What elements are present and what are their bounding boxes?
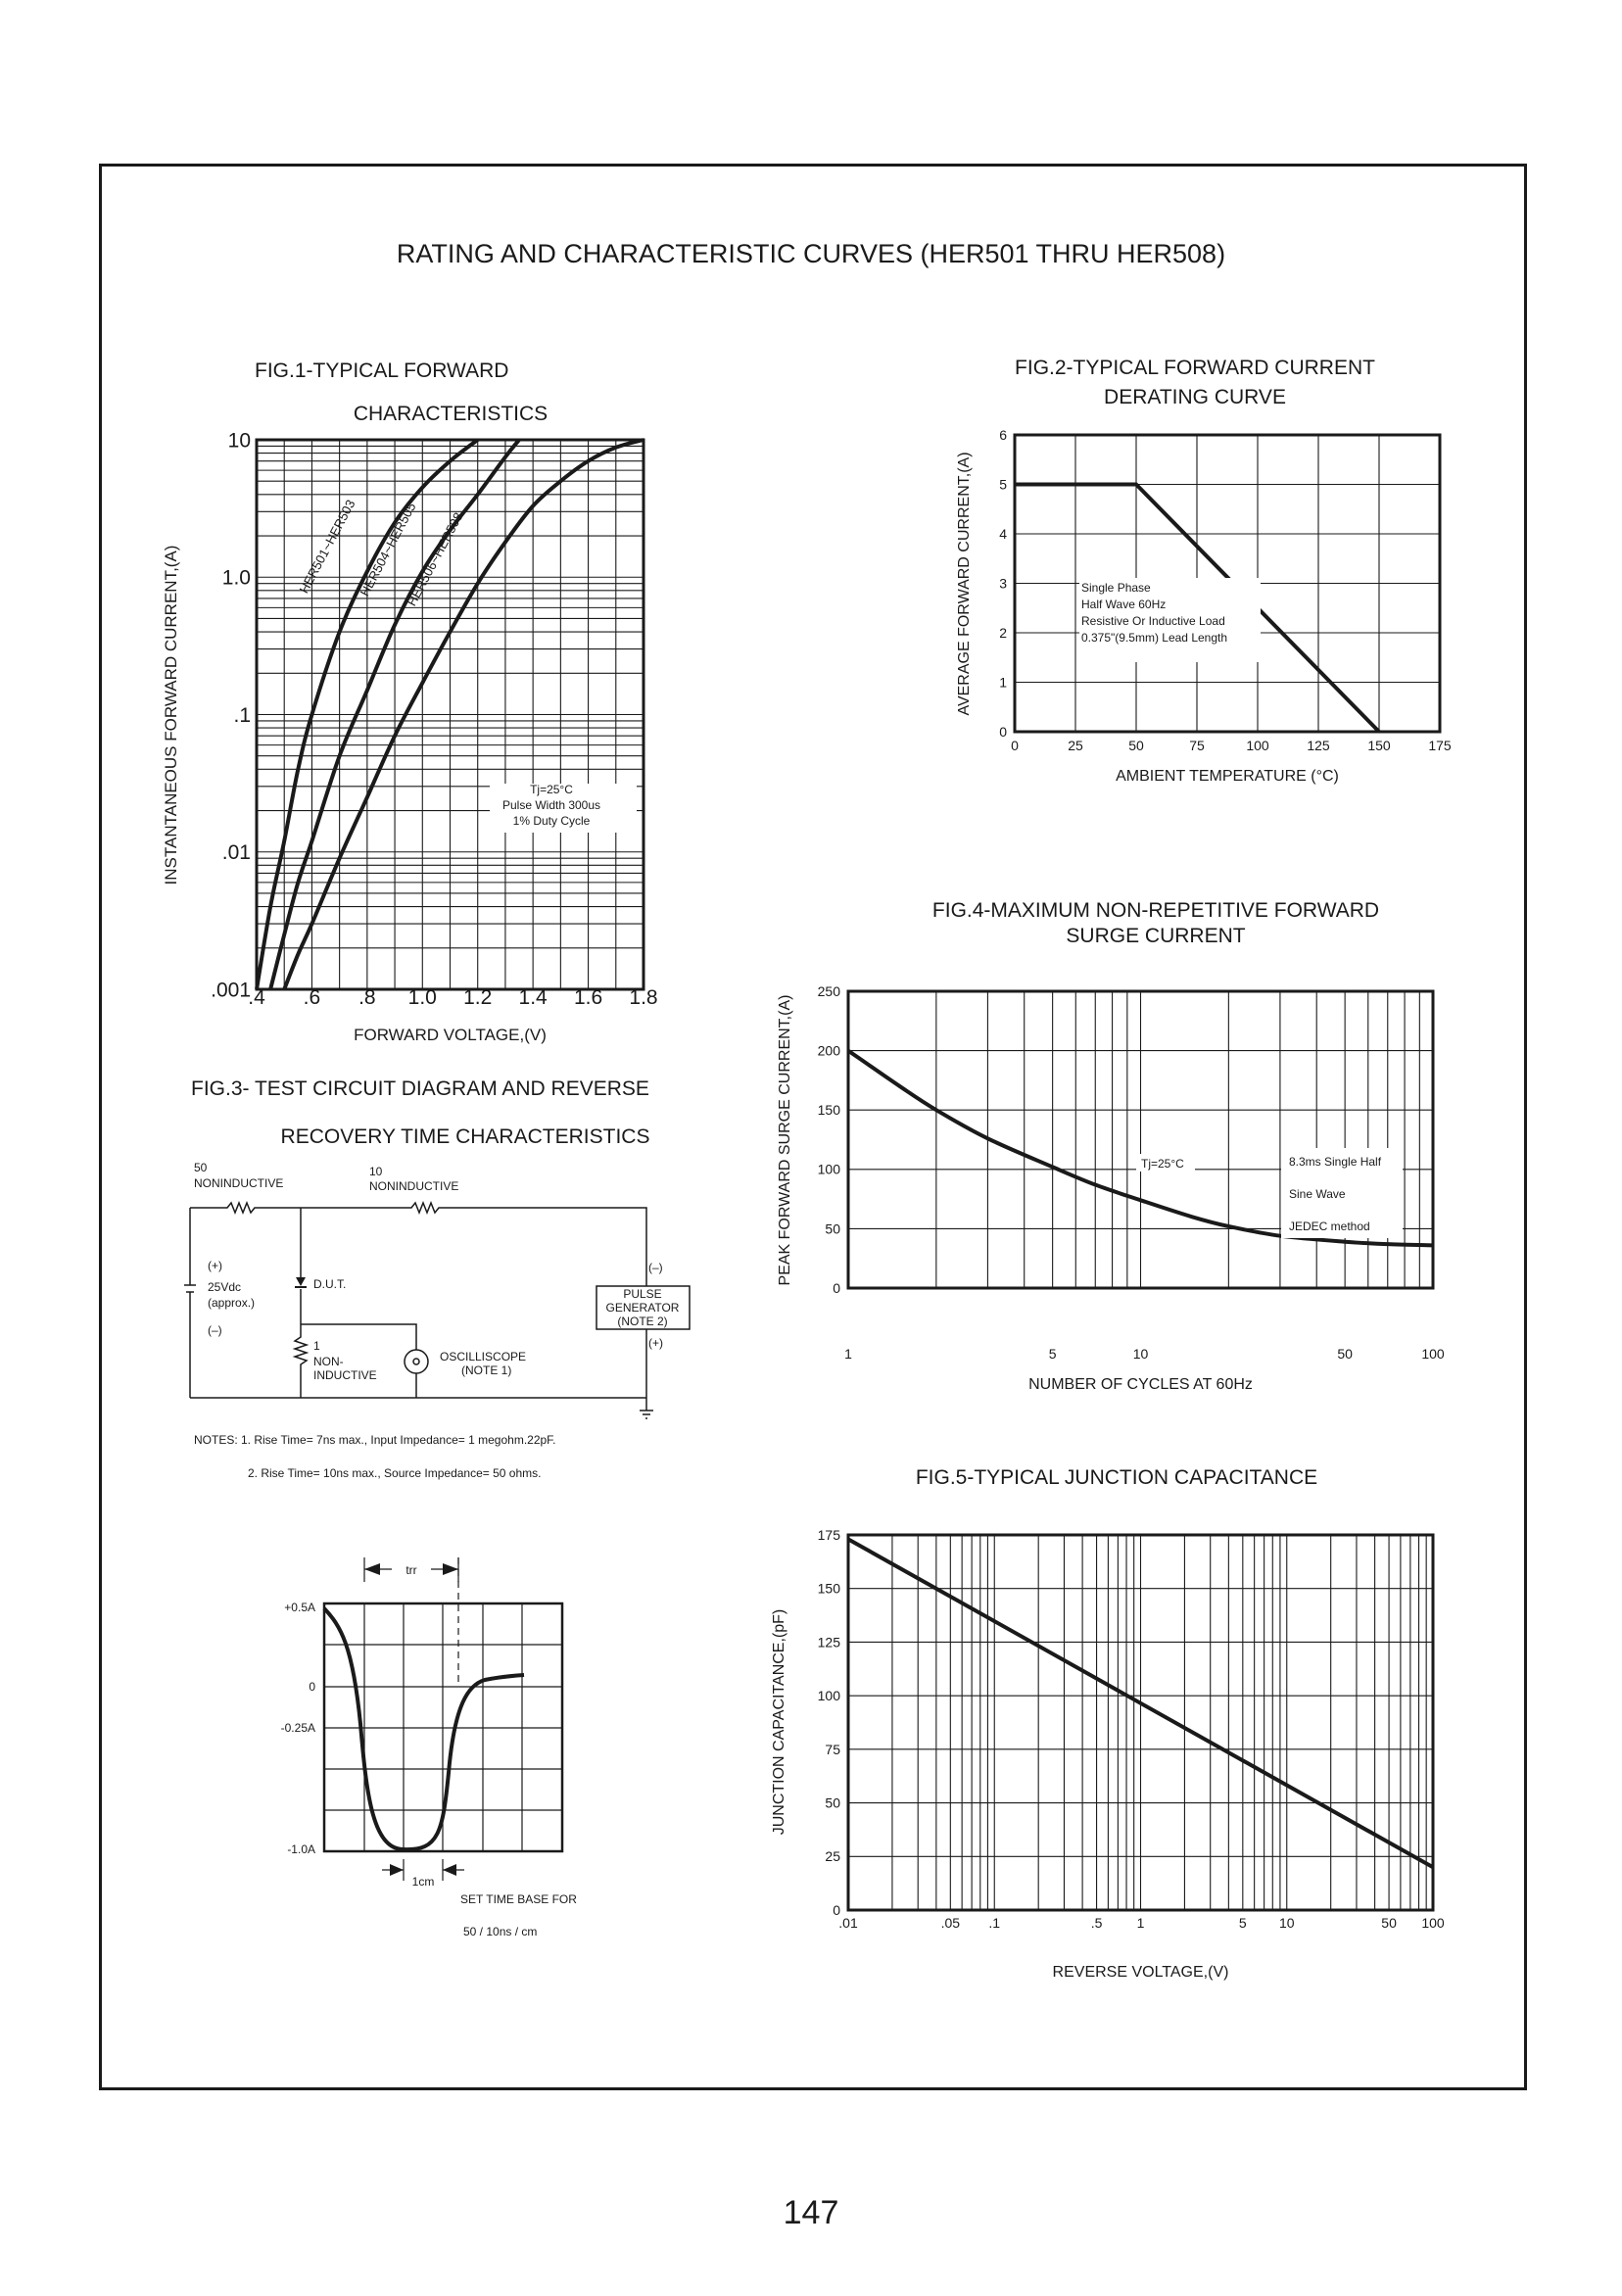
source-value: 25Vdc (208, 1280, 242, 1294)
fig5-y-tick-label: 125 (817, 1634, 840, 1650)
fig5-x-tick-label: .01 (838, 1915, 858, 1931)
fig5-y-tick-label: 75 (825, 1741, 840, 1757)
fig2-y-tick-label: 2 (999, 624, 1007, 641)
fig2-x-tick-label: 50 (1128, 738, 1144, 753)
fig5-grid (848, 1535, 1433, 1910)
note-1: NOTES: 1. Rise Time= 7ns max., Input Impedance= 1 megohm.22pF. (194, 1433, 556, 1447)
fig2-annotation: Resistive Or Inductive Load (1081, 614, 1225, 628)
fig4-y-tick-label: 50 (825, 1220, 840, 1237)
level-zero: 0 (309, 1680, 315, 1694)
fig2-annotation: 0.375"(9.5mm) Lead Length (1081, 631, 1228, 645)
source-minus: (–) (208, 1323, 222, 1337)
fig1-y-tick-label: 1.0 (221, 566, 251, 590)
fig2-y-tick-label: 5 (999, 476, 1007, 493)
fig2-x-tick-label: 75 (1189, 738, 1205, 753)
fig1-x-tick-label: .4 (248, 986, 265, 1009)
fig4-y-tick-label: 150 (817, 1102, 840, 1119)
trr-label: trr (406, 1563, 417, 1577)
fig2-title-line1: FIG.2-TYPICAL FORWARD CURRENT (1015, 357, 1375, 379)
gen-label2: GENERATOR (605, 1301, 680, 1315)
fig2-x-axis-label: AMBIENT TEMPERATURE (°C) (1116, 768, 1339, 785)
fig3-title-line1: FIG.3- TEST CIRCUIT DIAGRAM AND REVERSE (191, 1077, 649, 1100)
r1-value: 50 (194, 1161, 208, 1174)
level-pos: +0.5A (284, 1601, 315, 1614)
fig4-y-tick-label: 250 (817, 982, 840, 999)
time-base-line1: SET TIME BASE FOR (460, 1892, 577, 1906)
fig4-title-line2: SURGE CURRENT (1066, 925, 1246, 947)
fig2-y-tick-label: 0 (999, 723, 1007, 740)
fig2-y-axis-label: AVERAGE FORWARD CURRENT,(A) (956, 452, 973, 716)
fig5-title-line1: FIG.5-TYPICAL JUNCTION CAPACITANCE (915, 1466, 1318, 1489)
fig4-x-tick-label: 1 (844, 1346, 852, 1362)
fig1-series-name: HER506~HER508 (404, 509, 466, 609)
fig4-y-axis-label: PEAK FORWARD SURGE CURRENT,(A) (777, 994, 793, 1286)
fig5-x-axis-label: REVERSE VOLTAGE,(V) (1052, 1964, 1229, 1981)
fig5-y-tick-label: 175 (817, 1526, 840, 1543)
fig2-x-tick-label: 25 (1068, 738, 1083, 753)
fig4-x-tick-label: 100 (1421, 1346, 1445, 1362)
scope-label1: OSCILLISCOPE (440, 1350, 527, 1363)
level-neg1: -1.0A (287, 1842, 315, 1856)
fig1-y-axis-label: INSTANTANEOUS FORWARD CURRENT,(A) (162, 545, 180, 885)
r1-label: NONINDUCTIVE (194, 1176, 284, 1190)
r3-label1: NON- (313, 1355, 344, 1368)
fig2-x-tick-label: 0 (1011, 738, 1019, 753)
fig5-y-tick-label: 0 (833, 1901, 840, 1918)
fig1-x-tick-label: .8 (358, 986, 376, 1009)
fig5-y-axis-label: JUNCTION CAPACITANCE,(pF) (771, 1608, 787, 1836)
gen-minus: (–) (648, 1261, 663, 1274)
page-number: 147 (783, 2194, 839, 2231)
fig4-x-tick-label: 50 (1337, 1346, 1353, 1362)
r3-label2: INDUCTIVE (313, 1368, 377, 1382)
fig4-y-tick-label: 0 (833, 1279, 840, 1296)
fig1-x-tick-label: 1.6 (573, 986, 603, 1009)
fig4-annotation: 8.3ms Single Half (1289, 1155, 1382, 1169)
dut-label: D.U.T. (313, 1277, 347, 1291)
fig1-x-tick-label: 1.2 (463, 986, 493, 1009)
fig2-y-tick-label: 1 (999, 674, 1007, 691)
level-neg025: -0.25A (280, 1721, 315, 1735)
r3-value: 1 (313, 1339, 320, 1353)
fig1-x-tick-label: .6 (303, 986, 321, 1009)
fig1-y-tick-label: .01 (221, 841, 251, 865)
gen-plus: (+) (648, 1336, 663, 1350)
fig5-x-tick-label: .5 (1090, 1915, 1103, 1931)
fig2-annotation: Half Wave 60Hz (1081, 598, 1167, 611)
note-2: 2. Rise Time= 10ns max., Source Impedance= 50 ohms. (248, 1466, 542, 1480)
fig2-y-tick-label: 4 (999, 525, 1007, 542)
fig1-x-tick-label: 1.4 (518, 986, 548, 1009)
fig4-y-tick-label: 100 (817, 1161, 840, 1177)
fig2-x-tick-label: 175 (1428, 738, 1452, 753)
fig1-annotation: 1% Duty Cycle (512, 814, 591, 828)
scope-label2: (NOTE 1) (461, 1363, 512, 1377)
fig1-x-axis-label: FORWARD VOLTAGE,(V) (354, 1026, 547, 1044)
fig2-y-tick-label: 6 (999, 426, 1007, 443)
fig5-y-tick-label: 25 (825, 1848, 840, 1865)
r2-label: NONINDUCTIVE (369, 1179, 459, 1193)
fig5-x-tick-label: 10 (1278, 1915, 1295, 1931)
fig5-x-tick-label: .05 (940, 1915, 961, 1931)
page-title: RATING AND CHARACTERISTIC CURVES (HER501 THRU HER508) (396, 239, 1226, 268)
fig4-x-tick-label: 10 (1132, 1346, 1149, 1362)
fig1-x-tick-label: 1.8 (629, 986, 658, 1009)
fig4-x-axis-label: NUMBER OF CYCLES AT 60Hz (1028, 1376, 1253, 1393)
fig5-x-tick-label: 50 (1381, 1915, 1397, 1931)
fig1-x-tick-label: 1.0 (407, 986, 437, 1009)
time-base-line2: 50 / 10ns / cm (463, 1925, 538, 1938)
fig5-x-tick-label: 100 (1421, 1915, 1445, 1931)
fig5-x-tick-label: 1 (1136, 1915, 1145, 1931)
source-note: (approx.) (208, 1296, 256, 1310)
fig5-x-tick-label: .1 (988, 1915, 1001, 1931)
fig1-series-name: HER501~HER503 (296, 497, 358, 597)
source-plus: (+) (208, 1259, 222, 1272)
fig2-y-tick-label: 3 (999, 575, 1007, 592)
fig3-title-line2: RECOVERY TIME CHARACTERISTICS (280, 1125, 650, 1148)
fig4-annotation: Tj=25°C (1141, 1157, 1184, 1171)
fig5-y-tick-label: 100 (817, 1688, 840, 1704)
fig4-x-tick-label: 5 (1048, 1346, 1057, 1362)
fig1-y-tick-label: .1 (233, 703, 251, 727)
fig2-x-tick-label: 150 (1367, 738, 1391, 753)
fig5-y-tick-label: 50 (825, 1794, 840, 1811)
fig2-annotation: Single Phase (1081, 581, 1151, 595)
fig5-x-tick-label: 5 (1238, 1915, 1247, 1931)
cm-label: 1cm (411, 1875, 435, 1889)
fig1-annotation: Pulse Width 300us (501, 798, 601, 812)
fig1-y-tick-label: 10 (227, 429, 251, 453)
fig1-title-line2: CHARACTERISTICS (353, 403, 549, 425)
fig4-annotation: Sine Wave (1289, 1187, 1346, 1201)
fig2-x-tick-label: 125 (1307, 738, 1330, 753)
gen-label3: (NOTE 2) (617, 1315, 668, 1328)
fig5-y-tick-label: 150 (817, 1580, 840, 1597)
gen-label1: PULSE (623, 1287, 662, 1301)
fig2-title-line2: DERATING CURVE (1104, 386, 1286, 408)
fig4-y-tick-label: 200 (817, 1042, 840, 1059)
fig1-title-line1: FIG.1-TYPICAL FORWARD (255, 359, 509, 382)
fig1-y-tick-label: .001 (211, 979, 251, 1002)
fig1-series-name: HER504~HER505 (357, 500, 419, 599)
fig2-x-tick-label: 100 (1246, 738, 1269, 753)
fig1-annotation: Tj=25°C (530, 783, 573, 796)
fig4-title-line1: FIG.4-MAXIMUM NON-REPETITIVE FORWARD (931, 899, 1380, 922)
fig4-annotation: JEDEC method (1289, 1220, 1370, 1233)
r2-value: 10 (369, 1165, 383, 1178)
